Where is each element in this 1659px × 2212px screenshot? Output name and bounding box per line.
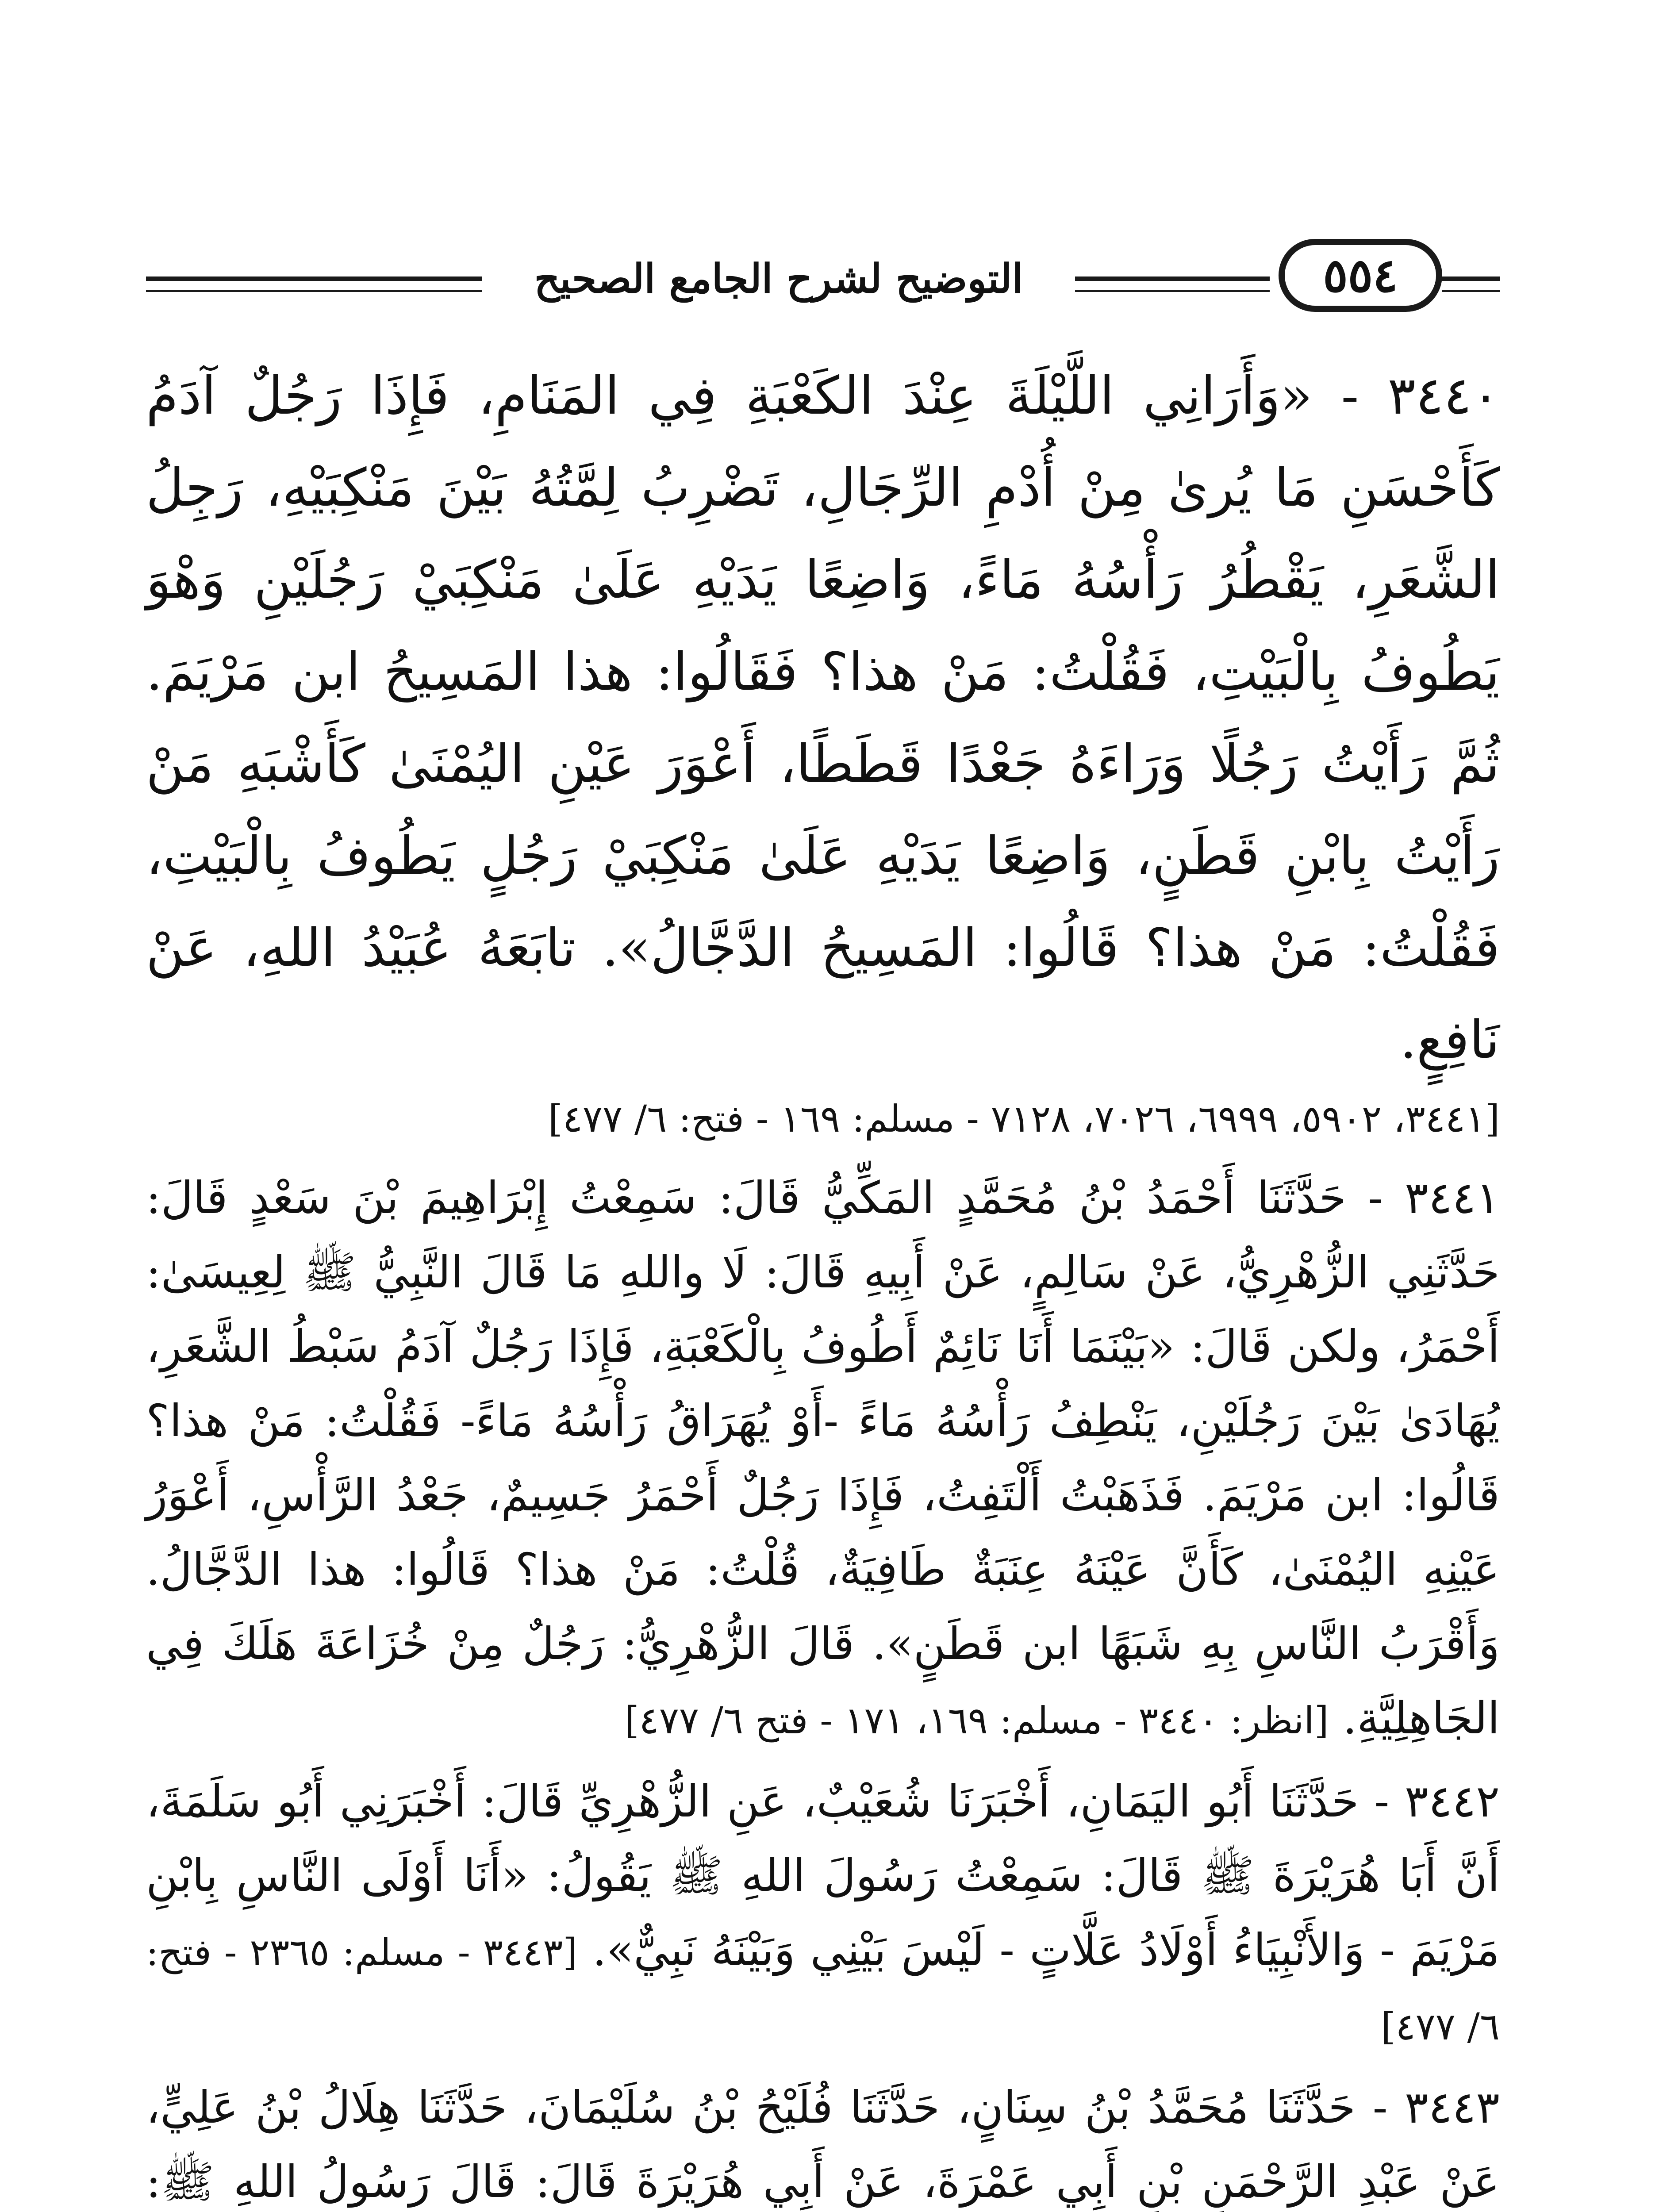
hadith-reference: [٣٤٤٣ - مسلم: ٢٣٦٥ - فتح: ٦/ ٤٧٧] <box>146 1931 1500 2048</box>
hadith-text: ٣٤٤٠ - «وَأَرَانِي اللَّيْلَةَ عِنْدَ الكَعْبَةِ فِي المَنَامِ، فَإِذَا رَجُلٌ آدَمُ كَأَحْسَنِ مَا يُرىٰ مِنْ أُدْمِ الرِّجَالِ، تَضْرِبُ لِمَّتُهُ بَيْنَ مَنْكِبَيْهِ، رَجِلُ الشَّعَرِ، يَقْطُرُ رَأْسُهُ مَاءً، وَاضِعًا يَدَيْهِ عَلَىٰ مَنْكِبَيْ رَجُلَيْنِ وَهْوَ يَطُوفُ بِالْبَيْتِ، فَقُلْتُ: مَنْ هذا؟ فَقَالُوا: هذا المَسِيحُ ابن مَرْيَمَ. ثُمَّ رَأَيْتُ رَجُلًا وَرَاءَهُ جَعْدًا قَطَطًا، أَعْوَرَ عَيْنِ اليُمْنَىٰ كَأَشْبَهِ مَنْ رَأَيْتُ بِابْنِ قَطَنٍ، وَاضِعًا يَدَيْهِ عَلَىٰ مَنْكِبَيْ رَجُلٍ يَطُوفُ بِالْبَيْتِ، فَقُلْتُ: مَنْ هذا؟ قَالُوا: المَسِيحُ الدَّجَّالُ». تابَعَهُ عُبَيْدُ اللهِ، عَنْ نَافِعٍ. <box>146 365 1500 1070</box>
header-rule <box>146 290 482 292</box>
page-body <box>146 349 1500 2212</box>
hadith-text: ٣٤٤٣ - حَدَّثَنَا مُحَمَّدُ بْنُ سِنَانٍ، حَدَّثَنَا فُلَيْحُ بْنُ سُلَيْمَانَ، حَدَّثَنَا هِلَالُ بْنُ عَلِيٍّ، عَنْ عَبْدِ الرَّحْمَنِ بْنِ أَبِي عَمْرَةَ، عَنْ أَبِي هُرَيْرَةَ قَالَ: قَالَ رَسُولُ اللهِ ﷺ: <box>146 2081 1500 2208</box>
hadith-text: ٣٤٤٢ - حَدَّثَنَا أَبُو اليَمَانِ، أَخْبَرَنَا شُعَيْبٌ، عَنِ الزُّهْرِيِّ قَالَ: أَخْبَرَنِي أَبُو سَلَمَةَ، أَنَّ أَبَا هُرَيْرَةَ ﷺ قَالَ: سَمِعْتُ رَسُولَ اللهِ ﷺ يَقُولُ: «أَنَا أَوْلَى النَّاسِ بِابْنِ مَرْيَمَ - وَالأَنْبِيَاءُ أَوْلَادُ عَلَّاتٍ - لَيْسَ بَيْنِي وَبَيْنَهُ نَبِيٌّ». <box>146 1775 1500 1976</box>
hadith-paragraph <box>146 349 1500 1152</box>
hadith-paragraph <box>146 2070 1500 2212</box>
page-number-badge <box>1279 239 1469 312</box>
page-header <box>146 234 1500 323</box>
hadith-paragraph <box>146 1764 1500 2062</box>
header-rule <box>146 276 482 281</box>
running-title: التوضيح لشرح الجامع الصحيح <box>534 255 1023 302</box>
page-number: ٥٥٤ <box>1323 248 1398 303</box>
header-rule <box>1075 290 1270 292</box>
hadith-reference: [انظر: ٣٤٤٠ - مسلم: ١٦٩، ١٧١ - فتح ٦/ ٤٧٧] <box>624 1699 1329 1742</box>
hadith-paragraph <box>146 1161 1500 1755</box>
hadith-text: ٣٤٤١ - حَدَّثَنَا أَحْمَدُ بْنُ مُحَمَّدٍ المَكِّيُّ قَالَ: سَمِعْتُ إِبْرَاهِيمَ بْنَ سَعْدٍ قَالَ: حَدَّثَنِي الزُّهْرِيُّ، عَنْ سَالِمٍ، عَنْ أَبِيهِ قَالَ: لَا واللهِ مَا قَالَ النَّبِيُّ ﷺ لِعِيسَىٰ: أَحْمَرُ، ولكن قَالَ: «بَيْنَمَا أَنَا نَائِمٌ أَطُوفُ بِالْكَعْبَةِ، فَإِذَا رَجُلٌ آدَمُ سَبْطُ الشَّعَرِ، يُهَادَىٰ بَيْنَ رَجُلَيْنِ، يَنْطِفُ رَأْسُهُ مَاءً -أَوْ يُهَرَاقُ رَأْسُهُ مَاءً- فَقُلْتُ: مَنْ هذا؟ قَالُوا: ابن مَرْيَمَ. فَذَهَبْتُ أَلْتَفِتُ، فَإِذَا رَجُلٌ أَحْمَرُ جَسِيمٌ، جَعْدُ الرَّأْسِ، أَعْوَرُ عَيْنِهِ اليُمْنَىٰ، كَأَنَّ عَيْنَهُ عِنَبَةٌ طَافِيَةٌ، قُلْتُ: مَنْ هذا؟ قَالُوا: هذا الدَّجَّالُ. وَأَقْرَبُ النَّاسِ بِهِ شَبَهًا ابن قَطَنٍ». قَالَ الزُّهْرِيُّ: رَجُلٌ مِنْ خُزَاعَةَ هَلَكَ فِي الجَاهِلِيَّةِ. <box>146 1172 1500 1744</box>
hadith-reference: [٣٤٤١، ٥٩٠٢، ٦٩٩٩، ٧٠٢٦، ٧١٢٨ - مسلم: ١٦٩ - فتح: ٦/ ٤٧٧] <box>548 1097 1500 1141</box>
header-rule <box>1075 276 1270 281</box>
